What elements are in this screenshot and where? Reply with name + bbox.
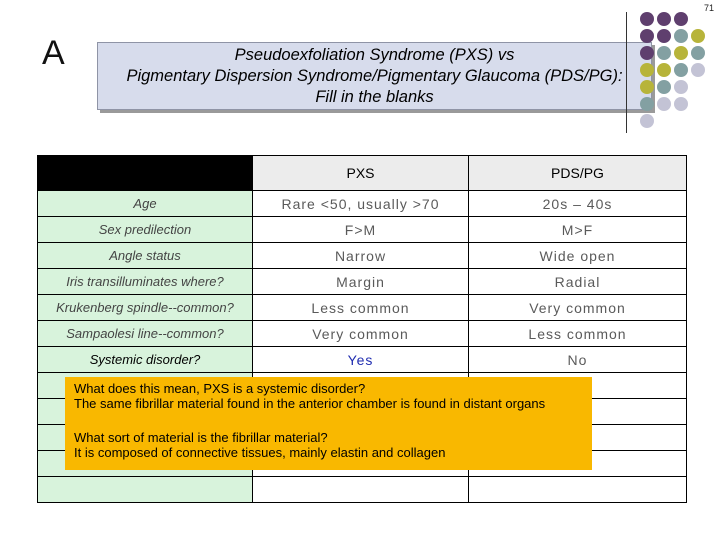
row-label: Sampaolesi line--common? <box>38 321 253 347</box>
explanation-callout <box>65 377 592 470</box>
dot-teal <box>657 46 671 60</box>
title-box <box>97 42 652 110</box>
dot-teal <box>674 63 688 77</box>
pds-value: Wide open <box>469 243 687 269</box>
dot-teal <box>691 46 705 60</box>
dot-lavender <box>674 80 688 94</box>
header-pxs: PXS <box>253 156 469 191</box>
pxs-value: Very common <box>253 321 469 347</box>
title-line-2: Pigmentary Dispersion Syndrome/Pigmentary Glaucoma (PDS/PG): <box>126 66 623 85</box>
row-label: Iris transilluminates where? <box>38 269 253 295</box>
dot-lavender <box>640 114 654 128</box>
note-answer-2: It is composed of connective tissues, mainly elastin and collagen <box>74 445 446 460</box>
header-pds-pg: PDS/PG <box>469 156 687 191</box>
dot-teal <box>640 97 654 111</box>
pxs-value: F>M <box>253 217 469 243</box>
blank-cell <box>253 477 469 503</box>
pxs-value: Yes <box>253 347 469 373</box>
dot-lavender <box>674 97 688 111</box>
title-line-3: Fill in the blanks <box>315 87 434 106</box>
blank-label-cell <box>38 477 253 503</box>
dot-purple <box>640 46 654 60</box>
dot-teal <box>674 29 688 43</box>
dot-olive <box>691 29 705 43</box>
pxs-value: Margin <box>253 269 469 295</box>
pds-value: Radial <box>469 269 687 295</box>
pds-value: 20s – 40s <box>469 191 687 217</box>
dot-olive <box>640 80 654 94</box>
table-row <box>38 347 687 373</box>
page-number: 71 <box>703 3 714 13</box>
row-label: Age <box>38 191 253 217</box>
title-line-1: Pseudoexfoliation Syndrome (PXS) vs <box>234 45 515 64</box>
dot-lavender <box>657 97 671 111</box>
pds-value: No <box>469 347 687 373</box>
dot-olive <box>657 63 671 77</box>
table-row <box>38 321 687 347</box>
table-row <box>38 191 687 217</box>
dot-olive <box>674 46 688 60</box>
pds-value: M>F <box>469 217 687 243</box>
table-row <box>38 269 687 295</box>
table-row <box>38 295 687 321</box>
dot-purple <box>657 29 671 43</box>
row-label: Sex predilection <box>38 217 253 243</box>
decorative-vertical-line <box>626 12 627 133</box>
dot-purple <box>640 29 654 43</box>
header-corner-cell <box>38 156 253 191</box>
pxs-value: Narrow <box>253 243 469 269</box>
dot-teal <box>657 80 671 94</box>
dot-purple <box>657 12 671 26</box>
pds-value: Very common <box>469 295 687 321</box>
dot-lavender <box>691 63 705 77</box>
note-question-1: What does this mean, PXS is a systemic disorder? <box>74 381 366 396</box>
slide-letter: A <box>42 34 65 72</box>
row-label: Krukenberg spindle--common? <box>38 295 253 321</box>
pxs-value: Less common <box>253 295 469 321</box>
row-label: Angle status <box>38 243 253 269</box>
pds-value: Less common <box>469 321 687 347</box>
pxs-value: Rare <50, usually >70 <box>253 191 469 217</box>
table-row <box>38 243 687 269</box>
dot-purple <box>640 12 654 26</box>
table-row <box>38 217 687 243</box>
dot-purple <box>674 12 688 26</box>
row-label: Systemic disorder? <box>38 347 253 373</box>
blank-cell <box>469 477 687 503</box>
dot-olive <box>640 63 654 77</box>
note-answer-1: The same fibrillar material found in the anterior chamber is found in distant organs <box>74 396 546 411</box>
note-question-2: What sort of material is the fibrillar material? <box>74 430 328 445</box>
table-header-row <box>38 156 687 191</box>
blank-row <box>38 477 687 503</box>
